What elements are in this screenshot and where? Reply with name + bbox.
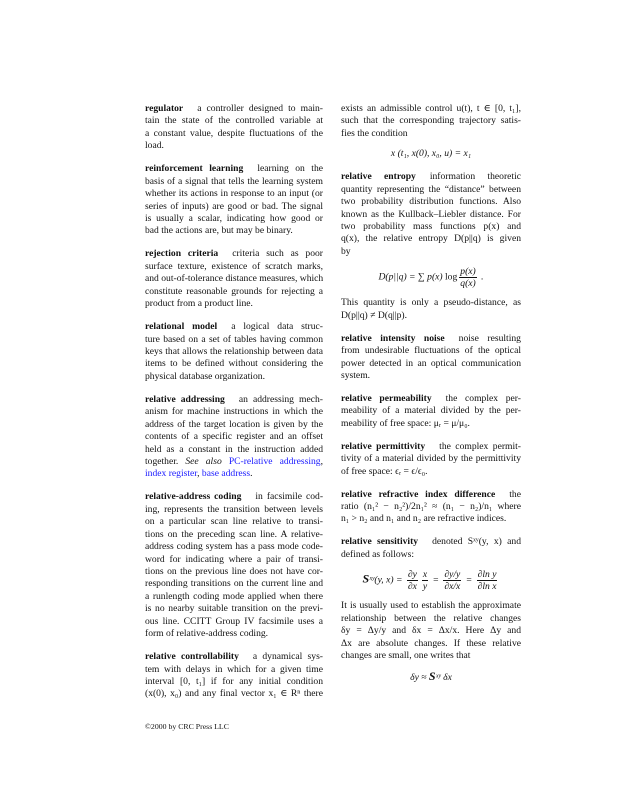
- text-line: [145, 664, 323, 676]
- text-segment: changes are small, one writes that: [341, 650, 471, 662]
- text-line: [341, 209, 521, 221]
- fraction: [459, 266, 476, 289]
- right-column: [341, 103, 521, 695]
- text-line: [145, 431, 323, 443]
- equation: [341, 148, 521, 160]
- text-segment: δy = Δy/y and δx = Δx/x. Here Δy and: [341, 625, 521, 637]
- text-line: [145, 591, 323, 603]
- text-segment: meability of a material divided by the per-: [341, 405, 521, 417]
- text-line: [145, 676, 323, 688]
- text-segment: =: [430, 574, 442, 586]
- text-segment: constitute reasonable grounds for rejecting a: [145, 285, 323, 297]
- text-segment: criteria such as poor: [232, 248, 323, 260]
- text-segment: the complex per-: [445, 392, 521, 404]
- fraction-numerator: ∂y: [407, 569, 417, 581]
- text-line: [145, 201, 323, 213]
- glossary-entry: [145, 491, 323, 640]
- text-line: [145, 554, 323, 566]
- text-segment: learning on the: [257, 163, 324, 175]
- text-segment: (x(0), x₀) and any final vector x₁ ∈ Rⁿ there: [145, 688, 323, 700]
- text-segment: in facsimile cod-: [255, 491, 324, 503]
- text-segment: is no nearby suitable transition on the previ-: [145, 603, 323, 615]
- fraction-denominator: q(x): [460, 278, 476, 290]
- cross-reference-link[interactable]: index register: [145, 468, 198, 480]
- text-segment: from undesirable fluctuations of the optical: [341, 345, 521, 357]
- text-segment: surface texture, existence of scratch marks,: [145, 260, 323, 272]
- text-segment: series of inputs) are good or bad. The signal: [145, 200, 323, 212]
- text-line: [341, 128, 521, 140]
- text-line: [145, 541, 323, 553]
- text-line: [145, 504, 323, 516]
- text-segment: ,: [320, 455, 324, 467]
- fraction: [422, 569, 428, 592]
- text-segment: ,: [197, 468, 202, 480]
- text-line: [145, 456, 323, 468]
- text-line: [145, 578, 323, 590]
- glossary-term: rejection criteria: [145, 248, 219, 260]
- text-line: [145, 213, 323, 225]
- glossary-entry: [145, 321, 323, 383]
- text-line: [341, 358, 521, 370]
- text-line: [145, 406, 323, 418]
- text-segment: S: [362, 571, 370, 586]
- glossary-term: reinforcement learning: [145, 163, 244, 175]
- text-segment: such that the corresponding trajectory satis-: [341, 115, 521, 127]
- fraction-denominator: ∂x: [407, 581, 417, 593]
- text-segment: n₁ > n₂ and n₁ and n₂ are refractive indices.: [341, 513, 507, 525]
- text-segment: whether its actions in response to an input (or: [145, 188, 323, 200]
- glossary-term: relative-address coding: [145, 491, 242, 503]
- text-segment: a controller designed to main-: [197, 103, 323, 114]
- text-segment: tem with delays in which for a given time: [145, 663, 323, 675]
- text-line: [341, 103, 521, 115]
- text-line: [145, 321, 323, 333]
- text-segment: items to be defined without considering the: [145, 358, 323, 370]
- text-line: [145, 225, 323, 237]
- text-line: [341, 441, 521, 453]
- text-line: [145, 491, 323, 503]
- text-segment: two probability mass functions p(x) and: [341, 221, 521, 233]
- text-line: [341, 221, 521, 233]
- text-segment: tions on the previous line does not have cor-: [145, 565, 323, 577]
- text-line: [145, 444, 323, 456]
- glossary-entry: [341, 441, 521, 478]
- fraction-numerator: ∂y/y: [444, 569, 461, 581]
- text-segment: .: [250, 468, 253, 480]
- text-segment: an addressing mech-: [238, 393, 323, 405]
- text-line: [145, 286, 323, 298]
- text-segment: held as a constant in the instruction added: [145, 443, 323, 455]
- text-segment: on a particular scan line relative to transi-: [145, 516, 323, 528]
- text-segment: product from a product line.: [145, 298, 253, 310]
- text-segment: ˣʸ(y, x) =: [369, 574, 405, 586]
- text-line: [341, 489, 521, 501]
- text-line: [145, 358, 323, 370]
- text-line: [341, 246, 521, 258]
- text-segment: meability of free space: μᵣ = μ/μ₀.: [341, 417, 470, 429]
- text-segment: anism for machine instructions in which the: [145, 406, 323, 418]
- glossary-entry: [341, 536, 521, 685]
- glossary-entry: [341, 103, 521, 161]
- text-segment: ∑: [417, 272, 425, 284]
- text-line: [145, 628, 323, 640]
- text-line: [145, 176, 323, 188]
- glossary-entry: [145, 103, 323, 153]
- text-segment: noise resulting: [458, 332, 521, 344]
- text-line: [341, 196, 521, 208]
- equation: [341, 670, 521, 684]
- text-line: [145, 163, 323, 175]
- text-segment: responding transitions on the current line and: [145, 578, 323, 590]
- text-line: [341, 345, 521, 357]
- text-segment: ous line. CCITT Group IV facsimile uses a: [145, 615, 323, 627]
- glossary-term: relative addressing: [145, 393, 225, 405]
- glossary-term: relative controllability: [145, 651, 239, 663]
- equation: [341, 266, 521, 289]
- text-line: [341, 453, 521, 465]
- text-segment: See also: [185, 455, 222, 467]
- glossary-entry: [341, 489, 521, 526]
- text-segment: and out-of-tolerance distance measures, which: [145, 273, 324, 285]
- text-segment: log: [445, 272, 458, 284]
- text-segment: x (t₁, x(0), x₀, u) = x₁: [390, 148, 472, 160]
- text-line: [145, 616, 323, 628]
- text-line: [145, 651, 323, 663]
- text-line: [341, 393, 521, 405]
- glossary-entry: [341, 171, 521, 322]
- text-line: [341, 418, 521, 430]
- text-line: [145, 566, 323, 578]
- text-line: [341, 625, 521, 637]
- glossary-entry: [145, 163, 323, 238]
- text-line: [341, 536, 521, 548]
- glossary-entry: [341, 393, 521, 430]
- text-line: [145, 128, 323, 140]
- text-segment: δy ≈: [410, 672, 429, 684]
- text-segment: a constant value, despite fluctuations of the: [145, 127, 323, 139]
- text-line: [341, 405, 521, 417]
- text-line: [341, 297, 521, 309]
- text-segment: [222, 456, 229, 467]
- fraction-numerator: p(x): [460, 266, 476, 278]
- text-segment: tain the state of the controlled variable at: [145, 115, 323, 127]
- text-line: [341, 513, 521, 525]
- text-segment: load.: [145, 140, 164, 152]
- text-line: [145, 603, 323, 615]
- text-line: [341, 184, 521, 196]
- text-segment: of free space: ϵᵣ = ϵ/ϵ₀.: [341, 465, 428, 477]
- text-segment: It is usually used to establish the approximate: [341, 600, 521, 612]
- fraction-denominator: y: [422, 581, 428, 593]
- text-line: [145, 261, 323, 273]
- text-line: [145, 688, 323, 700]
- fraction-numerator: ∂ln y: [477, 569, 497, 581]
- text-line: [145, 248, 323, 260]
- text-segment: exists an admissible control u(t), t ∈ [0, t₁],: [341, 103, 521, 114]
- text-segment: the: [509, 488, 521, 500]
- text-line: [341, 333, 521, 345]
- glossary-term: regulator: [145, 103, 184, 114]
- text-line: [341, 613, 521, 625]
- text-segment: contents of a specific register and an offset: [145, 431, 323, 443]
- text-line: [341, 466, 521, 478]
- fraction: [407, 569, 418, 592]
- text-segment: relationship between the relative changes: [341, 612, 521, 624]
- text-segment: physical database organization.: [145, 370, 265, 382]
- text-line: [341, 549, 521, 561]
- cross-reference-link[interactable]: base address: [201, 468, 251, 480]
- text-line: [341, 115, 521, 127]
- text-line: [341, 501, 521, 513]
- text-segment: ˣʸ δx: [435, 672, 452, 684]
- text-line: [341, 600, 521, 612]
- text-segment: two probability distribution functions. Also: [341, 196, 521, 208]
- text-segment: a logical data struc-: [231, 321, 323, 333]
- glossary-term: relative permeability: [341, 392, 432, 404]
- text-segment: a runlength coding mode applied when there: [145, 590, 323, 602]
- text-segment: defined as follows:: [341, 548, 415, 560]
- text-segment: .: [478, 272, 484, 284]
- text-segment: ing, represents the transition between levels: [145, 503, 323, 515]
- text-segment: quantity representing the “distance” between: [341, 183, 521, 195]
- fraction-denominator: ∂x/x: [444, 581, 461, 593]
- text-segment: q(x), the relative entropy D(p||q) is given: [341, 233, 521, 245]
- glossary-term: relative refractive index difference: [341, 488, 496, 500]
- text-line: [145, 346, 323, 358]
- text-line: [145, 188, 323, 200]
- text-line: [145, 103, 323, 115]
- text-segment: known as the Kullback–Liebler distance. For: [341, 208, 521, 220]
- text-segment: ratio (n₁² − n₂²)/2n₁² ≈ (n₁ − n₂)/n₁ where: [341, 501, 521, 513]
- glossary-entry: [145, 651, 323, 701]
- text-line: [341, 310, 521, 322]
- text-line: [341, 171, 521, 183]
- glossary-term: relative sensitivity: [341, 536, 419, 548]
- glossary-term: relational model: [145, 321, 218, 333]
- text-segment: bad the actions are, but may be binary.: [145, 225, 293, 237]
- text-line: [145, 394, 323, 406]
- text-line: [145, 529, 323, 541]
- text-segment: =: [463, 574, 475, 586]
- text-line: [145, 298, 323, 310]
- text-line: [145, 371, 323, 383]
- text-line: [145, 334, 323, 346]
- text-segment: denoted Sˣʸ(y, x) and: [432, 536, 521, 548]
- text-segment: a dynamical sys-: [252, 651, 323, 663]
- glossary-entry: [145, 394, 323, 481]
- text-line: [341, 650, 521, 662]
- text-segment: p(x): [424, 272, 446, 284]
- text-segment: fies the condition: [341, 127, 408, 139]
- text-segment: D(p||q) ≠ D(q||p).: [341, 309, 407, 321]
- text-segment: S: [428, 669, 436, 684]
- text-line: [341, 638, 521, 650]
- fraction: [443, 569, 461, 592]
- text-segment: This quantity is only a pseudo-distance, as: [341, 297, 521, 309]
- equation: [341, 569, 521, 592]
- text-line: [145, 273, 323, 285]
- text-line: [145, 140, 323, 152]
- fraction: [477, 569, 498, 592]
- text-segment: by: [341, 245, 351, 257]
- glossary-entry: [341, 333, 521, 383]
- text-segment: basis of a signal that tells the learning system: [145, 175, 323, 187]
- text-segment: word for indicating where a pair of transi-: [145, 553, 323, 565]
- glossary-term: relative permittivity: [341, 440, 426, 452]
- text-segment: ture based on a set of tables having common: [145, 333, 323, 345]
- text-segment: address coding system has a pass mode code-: [145, 541, 323, 553]
- text-segment: system.: [341, 370, 371, 382]
- text-segment: form of relative-address coding.: [145, 628, 269, 640]
- text-segment: power detected in an optical communication: [341, 357, 521, 369]
- text-segment: tions on the preceding scan line. A relative-: [145, 528, 323, 540]
- text-line: [341, 233, 521, 245]
- text-line: [145, 468, 323, 480]
- text-segment: tivity of a material divided by the permittivity: [341, 453, 521, 465]
- fraction-denominator: ∂ln x: [477, 581, 497, 593]
- text-segment: is usually a scalar, indicating how good or: [145, 213, 323, 224]
- text-line: [341, 370, 521, 382]
- copyright-footer: ©2000 by CRC Press LLC: [145, 722, 229, 731]
- glossary-term: relative entropy: [341, 171, 416, 183]
- text-line: [145, 419, 323, 431]
- text-segment: D(p||q) =: [378, 272, 418, 284]
- text-segment: interval [0, t₁] if for any initial condition: [145, 675, 323, 687]
- text-segment: address of the target location is given by the: [145, 418, 323, 430]
- text-segment: Δx are absolute changes. If these relative: [341, 637, 521, 649]
- left-column: [145, 103, 323, 711]
- text-segment: the complex permit-: [439, 440, 522, 452]
- text-line: [145, 115, 323, 127]
- glossary-term: relative intensity noise: [341, 332, 445, 344]
- glossary-entry: [145, 248, 323, 310]
- text-segment: together.: [145, 455, 186, 467]
- text-line: [145, 516, 323, 528]
- fraction-numerator: x: [422, 569, 428, 581]
- text-segment: information theoretic: [429, 171, 521, 183]
- text-segment: keys that allows the relationship between data: [145, 345, 323, 357]
- cross-reference-link[interactable]: PC-relative addressing: [228, 455, 321, 467]
